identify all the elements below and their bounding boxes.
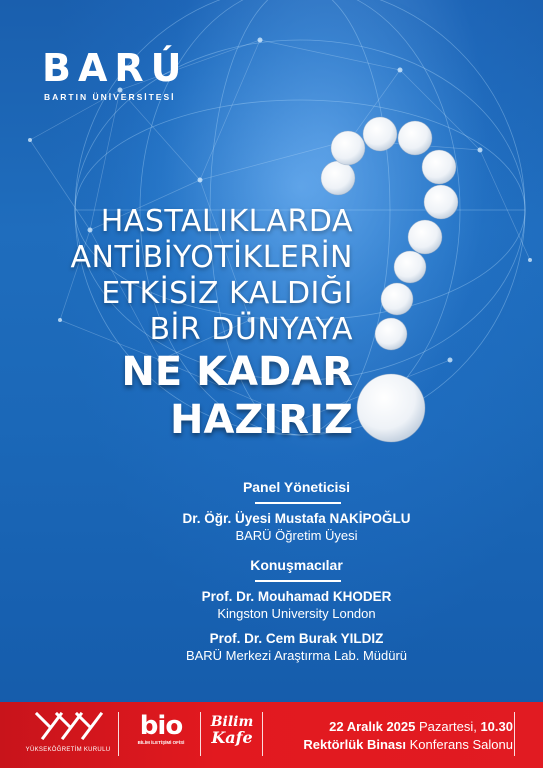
bio-wordmark: bio (139, 711, 183, 741)
event-day: Pazartesi, (419, 719, 477, 734)
headline-line-6: HAZIRIZ (169, 397, 353, 443)
event-venue (303, 736, 513, 754)
moderator-name: Dr. Öğr. Üyesi Mustafa NAKİPOĞLU (182, 511, 411, 526)
speaker-name: Prof. Dr. Cem Burak YILDIZ (209, 631, 384, 646)
footer-divider (200, 712, 201, 756)
bio-caption: BİLİM İLETİŞİMİ OFİSİ (137, 740, 185, 745)
speaker-affiliation: Kingston University London (217, 606, 376, 621)
venue-building: Rektörlük Binası (303, 737, 407, 752)
yok-emblem-icon (33, 712, 103, 740)
yok-caption: YÜKSEKÖĞRETİM KURULU (25, 747, 111, 753)
divider (255, 502, 341, 504)
panel-title: Panel Yöneticisi (242, 479, 351, 495)
kafe-line-2: Kafe (211, 728, 253, 747)
speaker-affiliation: BARÜ Merkezi Araştırma Lab. Müdürü (185, 648, 408, 663)
event-info (0, 478, 543, 664)
headline (70, 204, 353, 444)
headline-line-4: BİR DÜNYAYA (149, 312, 353, 347)
divider (255, 580, 341, 582)
headline-line-3: ETKİSİZ KALDIĞI (101, 276, 353, 311)
headline-line-5: NE KADAR (121, 349, 353, 395)
logo-wordmark: BARÚ (42, 46, 189, 90)
moderator-affiliation: BARÜ Öğretim Üyesi (235, 528, 358, 543)
headline-line-2: ANTİBİYOTİKLERİN (70, 240, 353, 275)
headline-line-1: HASTALIKLARDA (100, 204, 353, 239)
event-time: 10.30 (480, 719, 513, 734)
bio-logo (126, 712, 196, 746)
kafe-line-1: Bilim (210, 714, 254, 730)
speaker-name: Prof. Dr. Mouhamad KHODER (201, 589, 392, 604)
footer-bar (0, 702, 543, 768)
footer-divider (262, 712, 263, 756)
yok-logo (22, 712, 114, 753)
event-datetime (303, 718, 513, 736)
footer-divider (514, 712, 515, 756)
venue-room: Konferans Salonu (409, 737, 513, 752)
bilim-kafe-logo (206, 714, 258, 746)
event-date: 22 Aralık 2025 (329, 719, 416, 734)
event-details (303, 718, 513, 754)
logo-subtitle: BARTIN ÜNİVERSİTESİ (44, 92, 176, 102)
footer-divider (118, 712, 119, 756)
speakers-title: Konuşmacılar (250, 557, 343, 573)
